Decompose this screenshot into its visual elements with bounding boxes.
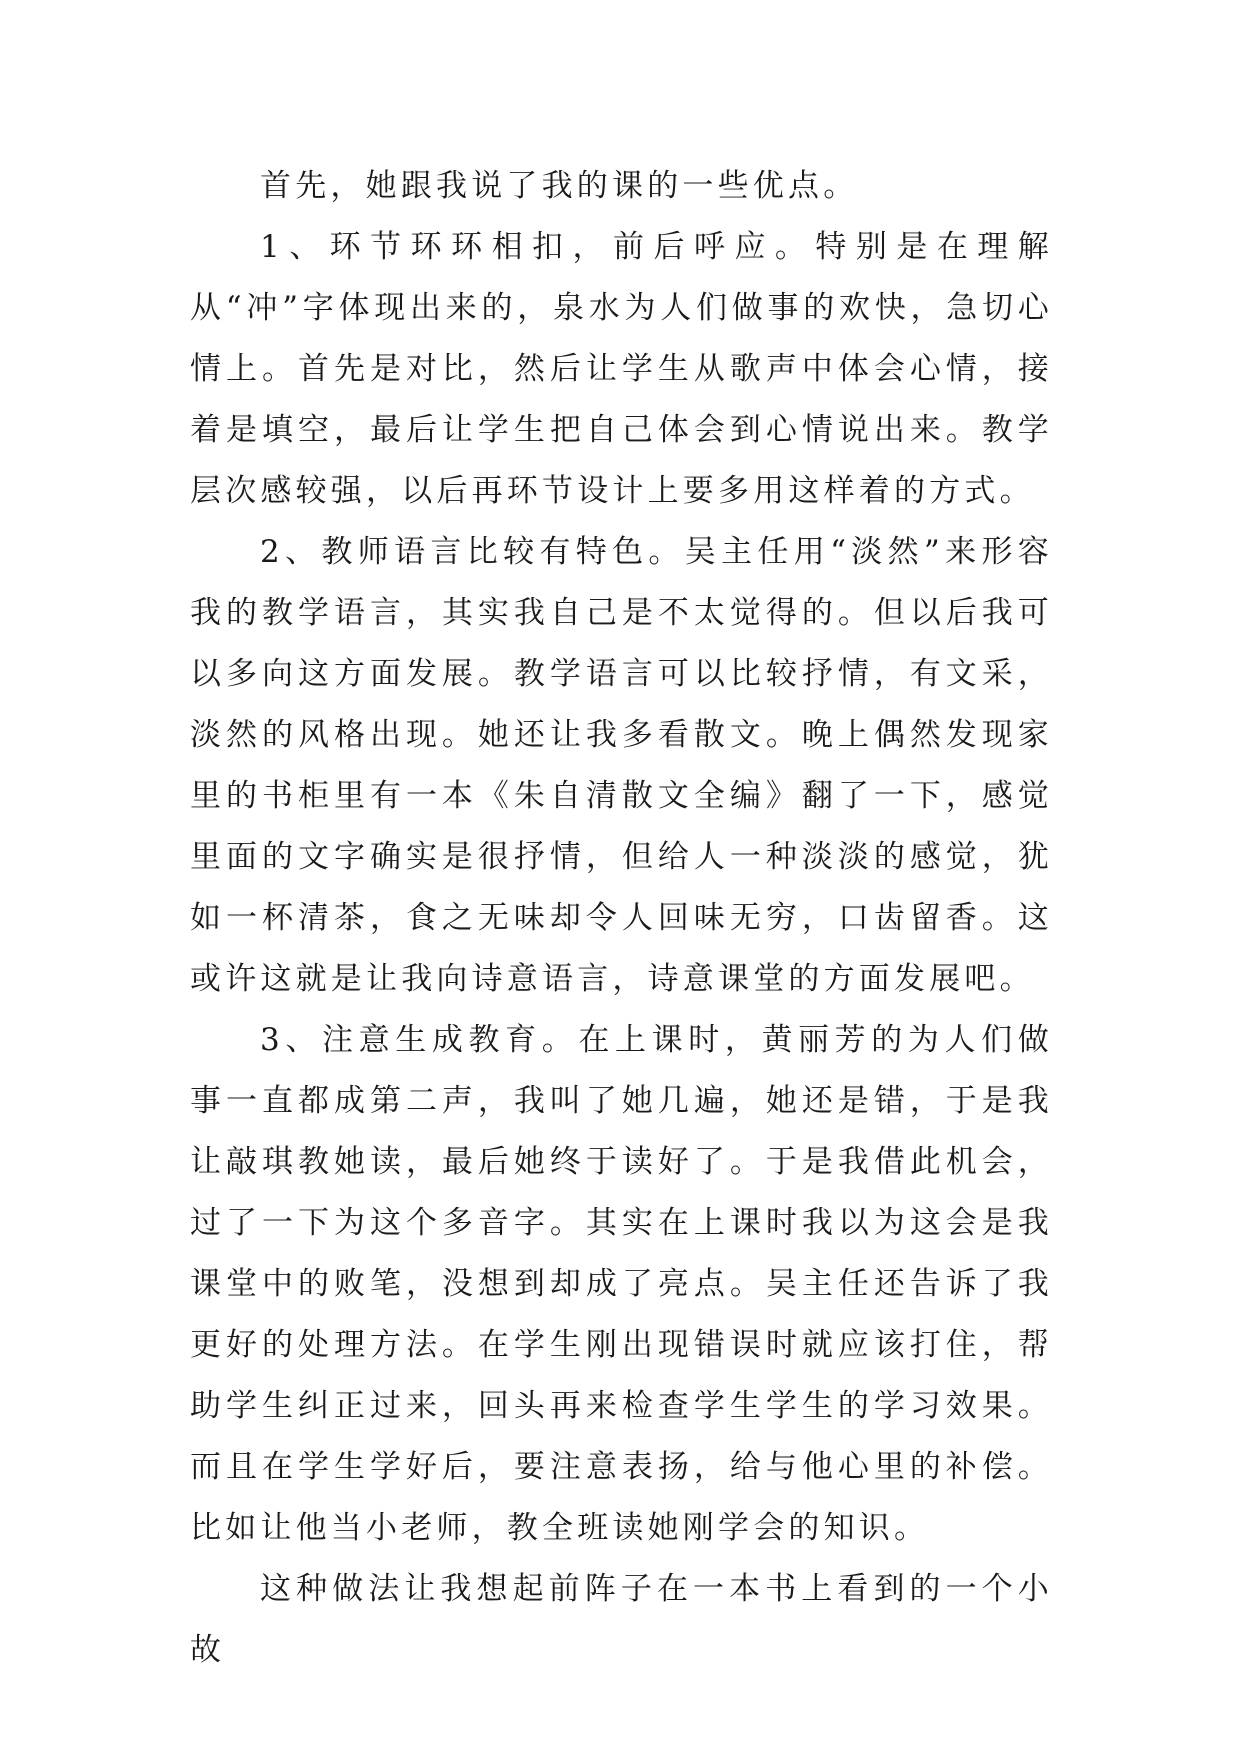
paragraph-point-3: 3、注意生成教育。在上课时，黄丽芳的为人们做事一直都成第二声，我叫了她几遍，她还是错，于是我让敲琪教她读，最后她终于读好了。于是我借此机会，过了一下为这个多音字。其实在上课时我以为这会是我课堂中的败笔，没想到却成了亮点。吴主任还告诉了我更好的处理方法。在学生刚出现错误时就应该打住，帮助学生纠正过来，回头再来检查学生学生的学习效果。而且在学生学好后，要注意表扬，给与他心里的补偿。比如让他当小老师，教全班读她刚学会的知识。 bbox=[190, 1022, 1053, 1546]
document-body bbox=[190, 156, 1053, 1681]
paragraph-point-1: 1、环节环环相扣，前后呼应。特别是在理解从“冲”字体现出来的，泉水为人们做事的欢快，急切心情上。首先是对比，然后让学生从歌声中体会心情，接着是填空，最后让学生把自己体会到心情说出来。教学层次感较强，以后再环节设计上要多用这样着的方式。 bbox=[190, 229, 1053, 509]
paragraph-story: 这种做法让我想起前阵子在一本书上看到的一个小故 bbox=[190, 1571, 1053, 1668]
paragraph-point-2: 2、教师语言比较有特色。吴主任用“淡然”来形容我的教学语言，其实我自己是不太觉得的。但以后我可以多向这方面发展。教学语言可以比较抒情，有文采，淡然的风格出现。她还让我多看散文。晚上偶然发现家里的书柜里有一本《朱自清散文全编》翻了一下，感觉里面的文字确实是很抒情，但给人一种淡淡的感觉，犹如一杯清茶，食之无味却令人回味无穷，口齿留香。这或许这就是让我向诗意语言，诗意课堂的方面发展吧。 bbox=[190, 534, 1053, 997]
paragraph-intro: 首先，她跟我说了我的课的一些优点。 bbox=[260, 168, 859, 204]
